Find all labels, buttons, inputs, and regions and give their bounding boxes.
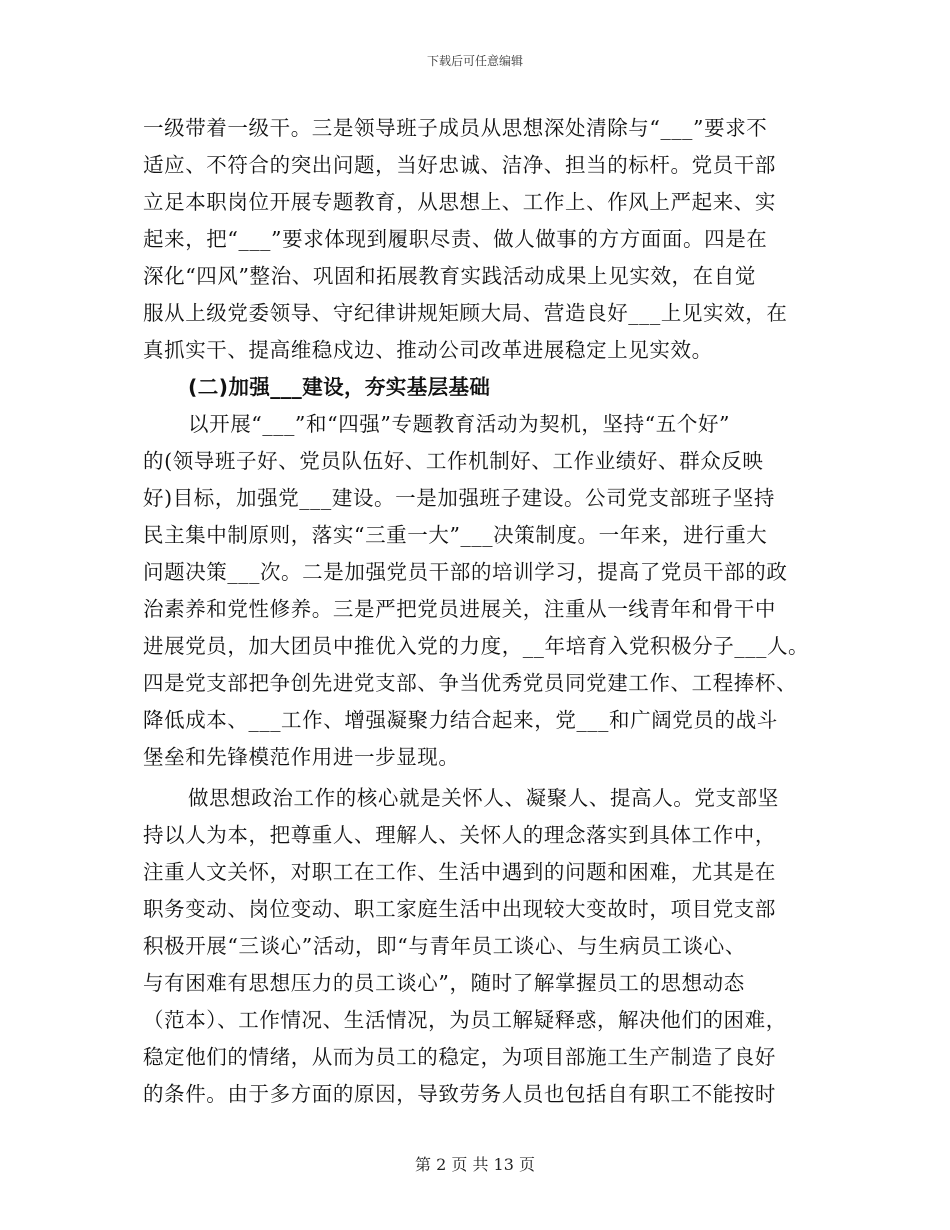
page-footer: 第 2 页 共 13 页 — [415, 1155, 535, 1174]
page-header: 下载后可任意编辑 — [426, 54, 523, 68]
body-line: 好)目标，加强党___建设。一是加强班子建设。公司党支部班子坚持 — [143, 486, 775, 510]
body-line: 治素养和党性修养。三是严把党员进展关，注重从一线青年和骨干中 — [143, 597, 776, 621]
body-line: 起来，把“___”要求体现到履职尽责、做人做事的方方面面。四是在 — [143, 227, 768, 251]
body-line: 深化“四风”整治、巩固和拓展教育实践活动成果上见实效，在自觉 — [143, 264, 756, 288]
body-line: 做思想政治工作的核心就是关怀人、凝聚人、提高人。党支部坚 — [188, 786, 779, 810]
section-heading: (二)加强___建设，夯实基层基础 — [188, 375, 491, 399]
body-line: 降低成本、___工作、增强凝聚力结合起来，党___和广阔党员的战斗 — [143, 708, 778, 732]
body-line: 问题决策___次。二是加强党员干部的培训学习，提高了党员干部的政 — [143, 560, 788, 584]
body-line: 的(领导班子好、党员队伍好、工作机制好、工作业绩好、群众反映 — [143, 449, 764, 473]
body-line: 四是党支部把争创先进党支部、争当优秀党员同党建工作、工程捧杯、 — [143, 671, 798, 695]
body-line: 服从上级党委领导、守纪律讲规矩顾大局、营造良好___上见实效，在 — [143, 301, 788, 325]
body-line: 注重人文关怀，对职工在工作、生活中遇到的问题和困难，尤其是在 — [143, 860, 776, 884]
body-line: 进展党员，加大团员中推优入党的力度，__年培育入党积极分子___人。 — [143, 634, 810, 658]
body-line: （范本）、工作情况、生活情况，为员工解疑释惑，解决他们的困难， — [143, 1008, 787, 1032]
body-line: 立足本职岗位开展专题教育，从思想上、工作上、作风上严起来、实 — [143, 190, 776, 214]
body-line: 的条件。由于多方面的原因，导致劳务人员也包括自有职工不能按时 — [143, 1082, 776, 1106]
body-line: 适应、不符合的突出问题，当好忠诚、洁净、担当的标杆。党员干部 — [143, 153, 776, 177]
body-line: 稳定他们的情绪，从而为员工的稳定，为项目部施工生产制造了良好 — [143, 1045, 776, 1069]
body-line: 以开展“___”和“四强”专题教育活动为契机，坚持“五个好” — [188, 412, 731, 436]
body-line: 民主集中制原则，落实“三重一大”___决策制度。一年来，进行重大 — [143, 523, 768, 547]
body-line: 职务变动、岗位变动、职工家庭生活中出现较大变故时，项目党支部 — [143, 897, 776, 921]
body-line: 与有困难有思想压力的员工谈心”，随时了解掌握员工的思想动态 — [143, 971, 745, 995]
body-line: 堡垒和先锋模范作用进一步显现。 — [143, 745, 460, 769]
body-line: 持以人为本，把尊重人、理解人、关怀人的理念落实到具体工作中， — [143, 823, 776, 847]
body-line: 一级带着一级干。三是领导班子成员从思想深处清除与“___”要求不 — [143, 116, 768, 140]
body-line: 真抓实干、提高维稳戍边、推动公司改革进展稳定上见实效。 — [143, 338, 713, 362]
body-line: 积极开展“三谈心”活动，即“与青年员工谈心、与生病员工谈心、 — [143, 934, 746, 958]
